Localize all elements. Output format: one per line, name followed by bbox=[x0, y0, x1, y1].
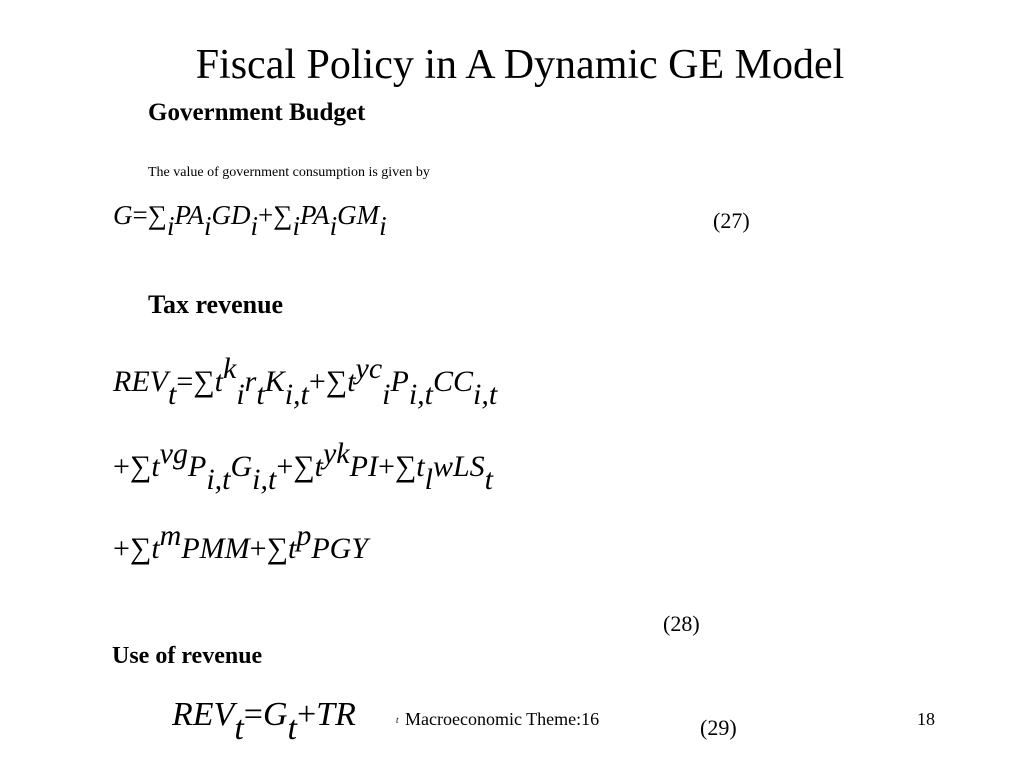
eq28-K: K bbox=[264, 365, 285, 398]
eq28-P-1: P bbox=[390, 365, 409, 398]
eq28-t-7: t bbox=[287, 532, 297, 565]
eq29-G: G bbox=[262, 696, 288, 733]
slide-title: Fiscal Policy in A Dynamic GE Model bbox=[195, 42, 845, 88]
eq28-sup-m: m bbox=[159, 518, 182, 552]
eq28-plus-6: + bbox=[249, 532, 267, 565]
page-number: 18 bbox=[917, 709, 935, 729]
equation-number-27: (27) bbox=[713, 208, 750, 233]
eq27-G: G bbox=[113, 200, 133, 230]
eq28-t-2: t bbox=[347, 365, 356, 398]
eq28-I: I bbox=[367, 450, 378, 483]
eq28-t-6: t bbox=[151, 532, 160, 565]
eq27-PA-1: PA bbox=[174, 200, 205, 230]
eq27-sub-2: i bbox=[204, 211, 212, 242]
intro-text: The value of government consumption is given by bbox=[148, 165, 430, 180]
eq28-sub-l: l bbox=[424, 462, 433, 496]
eq27-equals: = bbox=[132, 200, 148, 230]
eq27-sum-1: ∑ bbox=[147, 200, 167, 230]
eq28-t-3: t bbox=[151, 450, 160, 483]
equation-number-28: (28) bbox=[663, 611, 700, 636]
eq28-sum-1: ∑ bbox=[193, 365, 215, 398]
eq28-plus-5: + bbox=[113, 532, 130, 565]
eq28-sub-t-3: t bbox=[484, 462, 493, 496]
eq28-sum-3: ∑ bbox=[129, 450, 152, 483]
eq28-sub-t-2: t bbox=[256, 377, 265, 411]
eq27-sub-3: i bbox=[250, 211, 259, 242]
equation-29 bbox=[172, 696, 356, 748]
eq28-plus-2: + bbox=[113, 450, 130, 483]
eq27-GD: GD bbox=[211, 200, 251, 230]
eq28-sub-it-2: i,t bbox=[408, 377, 434, 411]
eq28-sup-yk: yk bbox=[322, 436, 350, 470]
eq28-sum-7: ∑ bbox=[266, 532, 288, 565]
eq29-sub-t-1: t bbox=[234, 710, 244, 748]
eq28-sup-yc: yc bbox=[355, 351, 383, 385]
heading-tax-revenue: Tax revenue bbox=[148, 290, 284, 319]
eq28-sum-2: ∑ bbox=[325, 365, 348, 398]
footer-text: Macroeconomic Theme:16 bbox=[405, 709, 600, 729]
eq28-sup-vg: vg bbox=[159, 436, 188, 470]
eq28-t-5: t bbox=[416, 450, 425, 483]
eq29-plus: + bbox=[296, 696, 317, 733]
eq28-plus-3: + bbox=[276, 450, 294, 483]
equation-27 bbox=[113, 200, 387, 242]
eq28-sup-k: k bbox=[222, 351, 237, 385]
eq28-GY: GY bbox=[329, 532, 368, 565]
eq29-TR: TR bbox=[316, 696, 356, 733]
heading-use-of-revenue: Use of revenue bbox=[112, 643, 263, 669]
eq28-equals: = bbox=[176, 365, 194, 398]
heading-government-budget: Government Budget bbox=[148, 99, 366, 126]
eq28-wLS: wLS bbox=[432, 450, 485, 483]
eq28-plus-4: + bbox=[377, 450, 395, 483]
eq28-sub-it-4: i,t bbox=[206, 462, 231, 496]
eq28-P-4: P bbox=[311, 532, 330, 565]
eq28-sub-i-2: i bbox=[382, 377, 391, 411]
eq28-sub-i-1: i bbox=[236, 377, 245, 411]
equation-28-line-3 bbox=[113, 518, 368, 566]
eq28-P-3: P bbox=[349, 450, 368, 483]
eq28-r: r bbox=[244, 365, 257, 398]
eq29-equals: = bbox=[243, 696, 263, 733]
eq28-sum-5: ∑ bbox=[394, 450, 417, 483]
eq27-sub-6: i bbox=[379, 211, 387, 242]
eq28-t-1: t bbox=[214, 365, 223, 398]
eq28-sum-6: ∑ bbox=[129, 532, 152, 565]
eq29-sub-t-3: t bbox=[396, 715, 399, 725]
eq28-sub-it-5: i,t bbox=[252, 462, 277, 496]
equation-number-29: (29) bbox=[700, 715, 737, 740]
eq28-G: G bbox=[230, 450, 253, 483]
eq27-sub-5: i bbox=[329, 211, 338, 242]
eq27-PA-2: PA bbox=[300, 200, 330, 230]
eq28-sub-it-1: i,t bbox=[284, 377, 309, 411]
eq27-sub-1: i bbox=[166, 211, 175, 242]
eq28-sup-p: p bbox=[296, 518, 312, 552]
eq28-sum-4: ∑ bbox=[293, 450, 315, 483]
eq28-PM: PM bbox=[181, 532, 225, 565]
eq28-plus-1: + bbox=[308, 365, 326, 398]
eq29-REV: REV bbox=[172, 696, 235, 733]
eq28-t-4: t bbox=[314, 450, 323, 483]
eq29-sub-t-2: t bbox=[287, 710, 297, 748]
eq27-sum-2: ∑ bbox=[273, 200, 293, 230]
eq27-sub-4: i bbox=[292, 211, 301, 242]
eq28-REV: REV bbox=[113, 365, 168, 398]
eq27-GM: GM bbox=[337, 200, 380, 230]
eq27-plus: + bbox=[258, 200, 274, 230]
eq28-M: M bbox=[224, 532, 250, 565]
eq28-sub-it-3: i,t bbox=[473, 377, 498, 411]
eq28-CC: CC bbox=[433, 365, 474, 398]
equation-28-line-1 bbox=[113, 351, 498, 411]
eq28-sub-t: t bbox=[167, 377, 177, 411]
eq28-P-2: P bbox=[187, 450, 207, 483]
equation-28-line-2 bbox=[113, 436, 493, 496]
